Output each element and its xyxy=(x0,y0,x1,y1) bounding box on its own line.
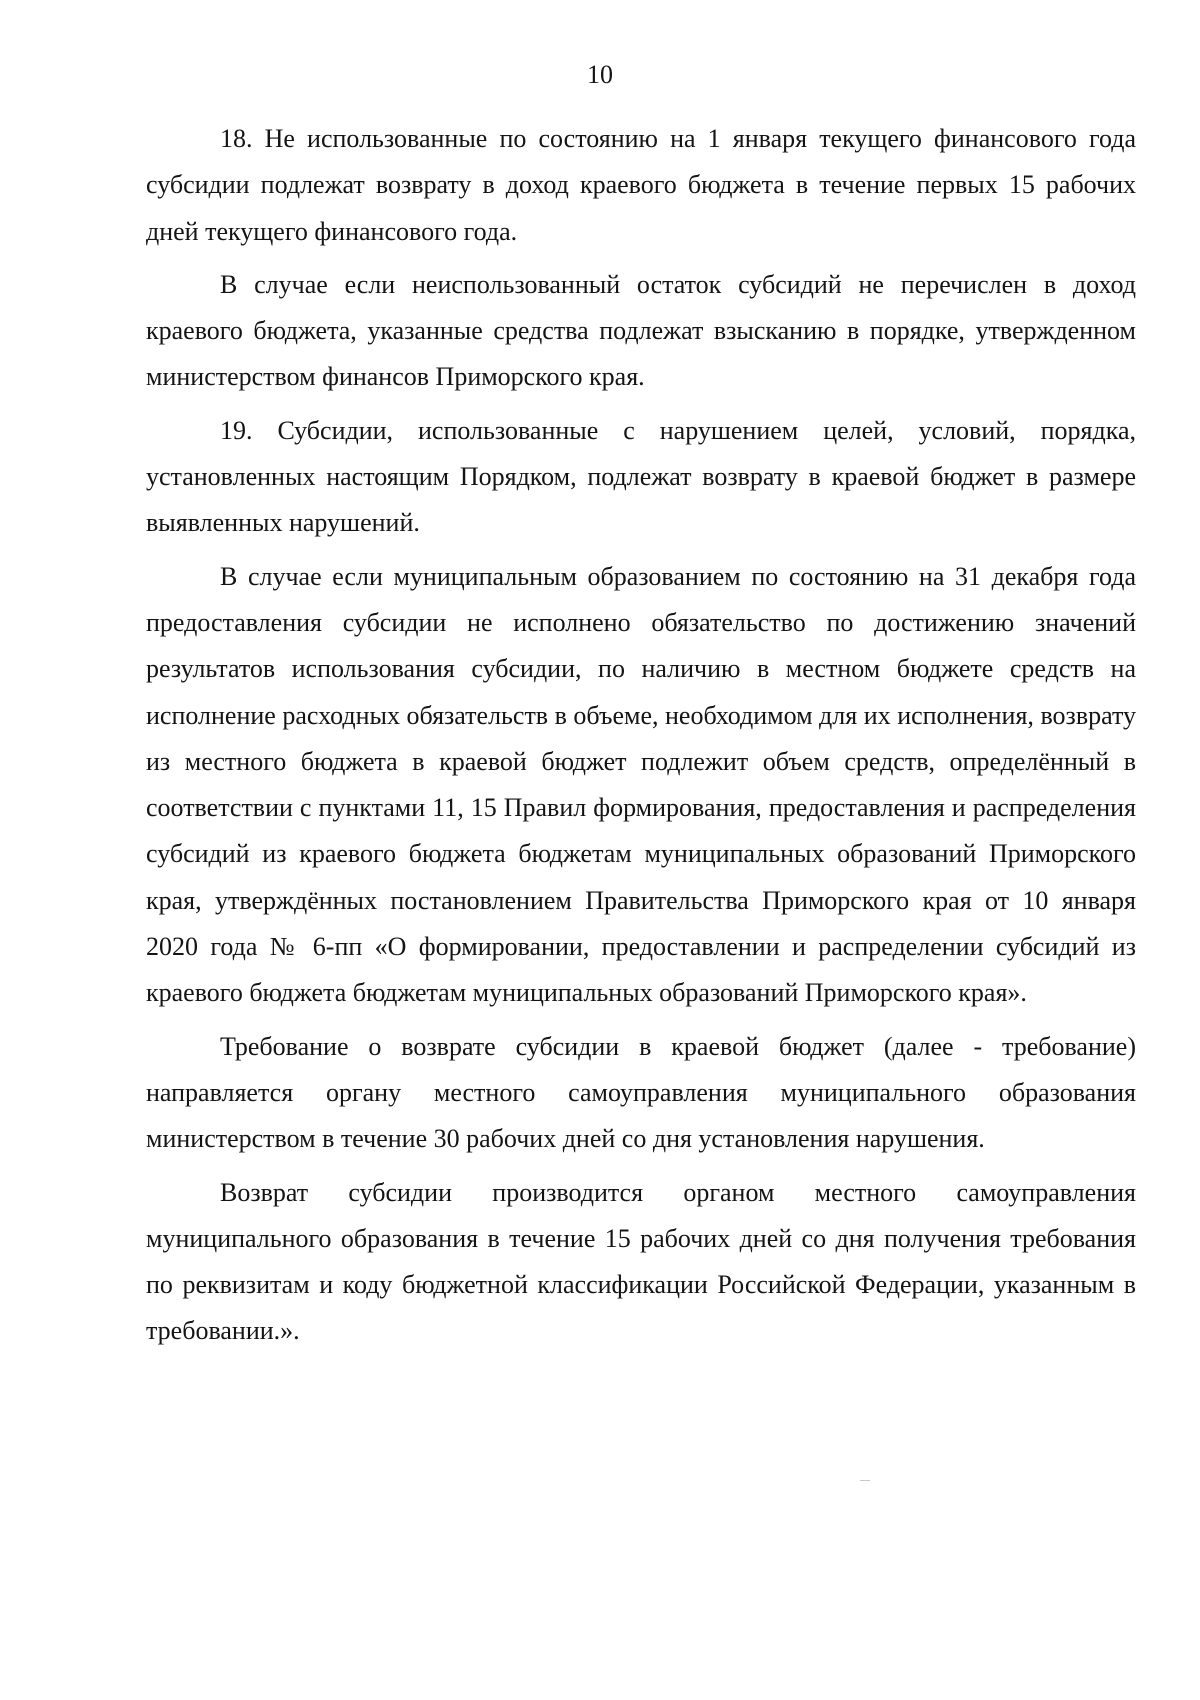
page-number: 10 xyxy=(587,60,613,89)
paragraph-18-remainder-recovery: В случае если неиспользованный остаток субсидий не перечислен в доход краевого бюджета, указанные средства подлежат взысканию в порядке, утвержденном министерством финансов Приморского края. xyxy=(146,269,1136,392)
paragraph-19-return-demand: Требование о возврате субсидии в краевой бюджет (далее - требование) направляется органу местного самоуправления муниципального образования министерством в течение 30 рабочих дней со дня установления нарушения. xyxy=(146,1031,1136,1154)
document-body xyxy=(146,116,1136,1355)
paragraph-19-result-obligation: В случае если муниципальным образованием по состоянию на 31 декабря года предоставления субсидии не исполнено обязательство по достижению значений результатов использования субсидии, по наличию в местном бюджете средств на исполнение расходных обязательств в объеме, необходимом для их исполнения, возврату из местного бюджета в краевой бюджет подлежит объем средств, определённый в соответствии с пунктами 11, 15 Правил формирования, предоставления и распределения субсидий из краевого бюджета бюджетам муниципальных образований Приморского края, утверждённых постановлением Правительства Приморского края от 10 января 2020 года № 6-пп «О формировании, предоставлении и распределении субсидий из краевого бюджета бюджетам муниципальных образований Приморского края». xyxy=(146,561,1136,1008)
scan-speck xyxy=(860,1480,870,1481)
paragraph-18: 18. Не использованные по состоянию на 1 января текущего финансового года субсидии подлежат возврату в доход краевого бюджета в течение первых 15 рабочих дней текущего финансового года. xyxy=(146,124,1136,246)
paragraph-19-return-procedure: Возврат субсидии производится органом местного самоуправления муниципального образования в течение 15 рабочих дней со дня получения требования по реквизитам и коду бюджетной классификации Российской Федерации, указанным в требовании.». xyxy=(146,1177,1136,1346)
paragraph-19: 19. Субсидии, использованные с нарушением целей, условий, порядка, установленных настоящим Порядком, подлежат возврату в краевой бюджет в размере выявленных нарушений. xyxy=(146,415,1136,538)
